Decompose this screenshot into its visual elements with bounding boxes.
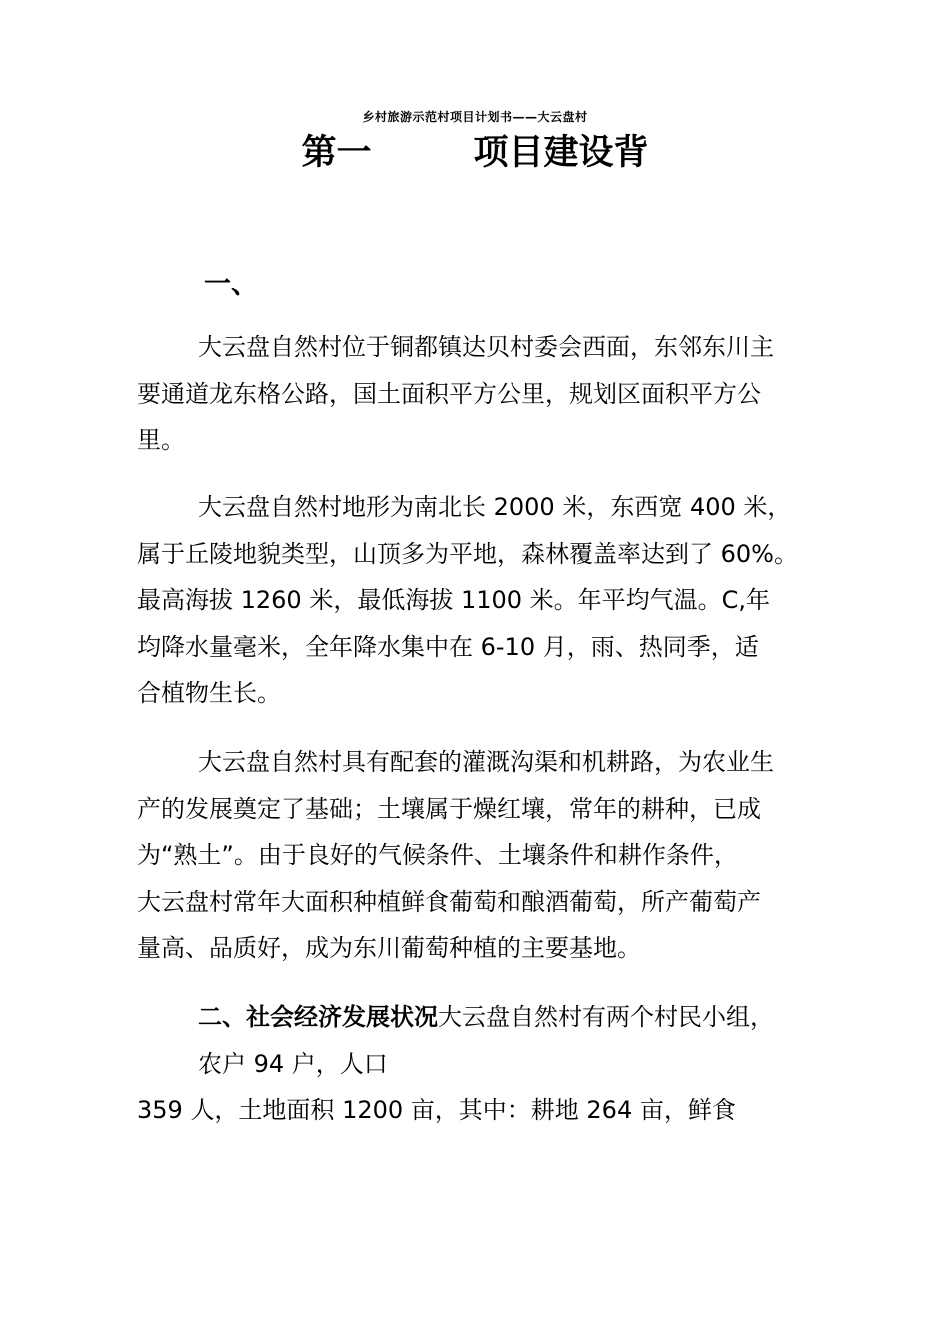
paragraph-line: 属于丘陵地貌类型，山顶多为平地，森林覆盖率达到了 60%。 (137, 539, 798, 568)
paragraph-line: 大云盘自然村位于铜都镇达贝村委会西面，东邻东川主 (198, 333, 774, 361)
paragraph-line: 359 人，土地面积 1200 亩，其中：耕地 264 亩，鲜食 (137, 1096, 736, 1124)
paragraph-line (137, 994, 849, 1041)
paragraph-terrain (137, 484, 849, 717)
paragraph-text: 大云盘自然村有两个村民小组， (438, 1003, 774, 1031)
paragraph-socioeconomic (137, 994, 849, 1134)
paragraph-agriculture (137, 739, 849, 972)
paragraph-line: 大云盘自然村具有配套的灌溉沟渠和机耕路，为农业生 (198, 748, 774, 776)
section-heading-two: 二、社会经济发展状况 (198, 1003, 438, 1031)
paragraph-line: 最高海拔 1260 米，最低海拔 1100 米。年平均气温。C,年 (137, 586, 771, 614)
paragraph-line: 农户 94 户，人口 (198, 1049, 388, 1078)
chapter-title (0, 130, 950, 176)
paragraph-line: 产的发展奠定了基础；土壤属于燥红壤，常年的耕种，已成 (137, 794, 761, 823)
paragraph-location (137, 324, 849, 464)
paragraph-line: 要通道龙东格公路，国土面积平方公里，规划区面积平方公 (137, 379, 761, 408)
paragraph-line: 里。 (137, 426, 185, 454)
chapter-number: 第一 (301, 133, 372, 173)
section-heading-one: 一、 (204, 269, 258, 300)
running-header: 乡村旅游示范村项目计划书——大云盘村 (362, 110, 588, 124)
paragraph-line: 大云盘村常年大面积种植鲜食葡萄和酿酒葡萄，所产葡萄产 (137, 887, 761, 916)
chapter-name: 项目建设背 (473, 133, 649, 173)
paragraph-line: 为“熟土”。由于良好的气候条件、土壤条件和耕作条件， (137, 841, 738, 869)
paragraph-line: 量高、品质好，成为东川葡萄种植的主要基地。 (137, 934, 641, 962)
paragraph-line: 大云盘自然村地形为南北长 2000 米，东西宽 400 米， (198, 493, 792, 521)
paragraph-line: 均降水量毫米，全年降水集中在 6-10 月，雨、热同季，适 (137, 632, 759, 661)
paragraph-line: 合植物生长。 (137, 679, 281, 707)
